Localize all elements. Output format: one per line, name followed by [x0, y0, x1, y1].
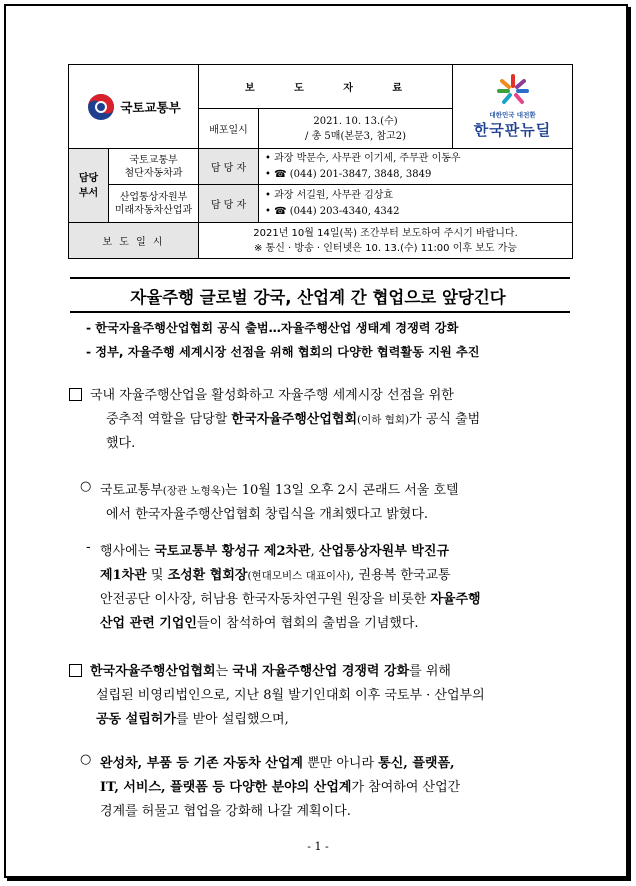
contact-2-names: • 과장 서길원, 사무관 김상효: [265, 189, 394, 201]
title-bottom-rule: [70, 311, 570, 313]
contact-1-phone: • ☎ (044) 201-3847, 3848, 3849: [265, 168, 432, 180]
p3-bullet: -: [86, 540, 91, 555]
p3-line-2: 제1차관 및 조성환 협회장(현대모비스 대표이사), 권용복 한국교통: [100, 568, 451, 583]
p4-line-2: 설립된 비영리법인으로, 지난 8월 발기인대회 이후 국토부 · 산업부의: [96, 688, 485, 703]
contact-label-2: 담 당 자: [199, 185, 259, 223]
release-date-cell: [259, 109, 453, 149]
p4-line-3: 공동 설립허가를 받아 설립했으며,: [96, 712, 289, 727]
department-2-team: 미래자동차산업과: [114, 204, 193, 216]
p2-line-2: 에서 한국자율주행산업협회 창립식을 개최했다고 밝혔다.: [106, 507, 429, 522]
p5-bullet: ○: [80, 752, 92, 767]
contact-2-phone: • ☎ (044) 203-4340, 4342: [265, 205, 400, 217]
page-count: / 총 5매(본문3, 참고2): [305, 130, 406, 142]
ministry-name: 국토교통부: [120, 99, 181, 115]
taegeuk-icon: [86, 92, 116, 122]
department-2: [109, 185, 199, 223]
p3-line-1: 행사에는 국토교통부 황성규 제2차관, 산업통상자원부 박진규: [100, 544, 449, 559]
p5-line-1: 완성차, 부품 등 기존 자동차 산업계 뿐만 아니라 통신, 플랫폼,: [100, 756, 455, 771]
document-type-title: 보 도 자 료: [199, 65, 453, 109]
title-top-rule: [70, 277, 570, 279]
embargo-info: [199, 223, 573, 259]
p3-line-3: 안전공단 이사장, 허남용 한국자동차연구원 원장을 비롯한 자율주행: [100, 592, 481, 607]
p1-line-1: 국내 자율주행산업을 활성화하고 자율주행 세계시장 선점을 위한: [90, 388, 454, 403]
page-number: - 1 -: [307, 840, 329, 853]
p1-line-2: 중추적 역할을 담당할 한국자율주행산업협회(이하 협회)가 공식 출범: [106, 412, 481, 427]
department-1-team: 첨단자동차과: [124, 167, 183, 179]
new-deal-slogan: 대한민국 대전환: [489, 111, 536, 119]
contact-label-1: 담 당 자: [199, 149, 259, 185]
contact-1-names: • 과장 박문수, 사무관 이기세, 주무관 이동우: [265, 152, 461, 164]
p2-bullet: ○: [80, 479, 92, 494]
subtitle-2: - 정부, 자율주행 세계시장 선점을 위해 협회의 다양한 협력활동 지원 추진: [86, 345, 480, 359]
p3-line-4: 산업 관련 기업인들이 참석하여 협회의 출범을 기념했다.: [100, 616, 419, 631]
embargo-label: 보 도 일 시: [69, 223, 199, 259]
korean-new-deal-logo: [453, 65, 573, 149]
p2-line-1: 국토교통부(장관 노형욱)는 10월 13일 오후 2시 콘래드 서울 호텔: [100, 483, 459, 498]
department-1: [109, 149, 199, 185]
checkbox-bullet-2: [69, 664, 82, 677]
press-release-header: [68, 64, 573, 259]
p1-line-3: 했다.: [106, 436, 136, 451]
contact-2: [259, 185, 573, 223]
embargo-line-1: 2021년 10월 14일(목) 조간부터 보도하여 주시기 바랍니다.: [253, 227, 518, 239]
department-1-org: 국토교통부: [129, 154, 178, 166]
release-date-label: 배포일시: [199, 109, 259, 149]
new-deal-name: 한국판뉴딜: [473, 121, 552, 139]
contact-1: [259, 149, 573, 185]
department-2-org: 산업통상자원부: [119, 191, 188, 203]
subtitle-1: - 한국자율주행산업협회 공식 출범…자율주행산업 생태계 경쟁력 강화: [86, 321, 459, 335]
release-date: 2021. 10. 13.(수): [313, 115, 398, 127]
department-label: 담당 부서: [69, 149, 109, 223]
checkbox-bullet-1: [69, 388, 82, 401]
p5-line-3: 경계를 허물고 협업을 강화해 나갈 계획이다.: [100, 804, 351, 819]
p5-line-2: IT, 서비스, 플랫폼 등 다양한 분야의 산업계가 참여하여 산업간: [100, 780, 461, 795]
headline: 자율주행 글로벌 강국, 산업계 간 협업으로 앞당긴다: [130, 288, 506, 307]
ministry-logo-cell: [69, 65, 199, 149]
embargo-line-2: ※ 통신 · 방송 · 인터넷은 10. 13.(수) 11:00 이후 보도 가능: [254, 242, 518, 254]
p4-line-1: 한국자율주행산업협회는 국내 자율주행산업 경쟁력 강화를 위해: [90, 664, 451, 679]
new-deal-emblem-icon: [494, 73, 532, 107]
